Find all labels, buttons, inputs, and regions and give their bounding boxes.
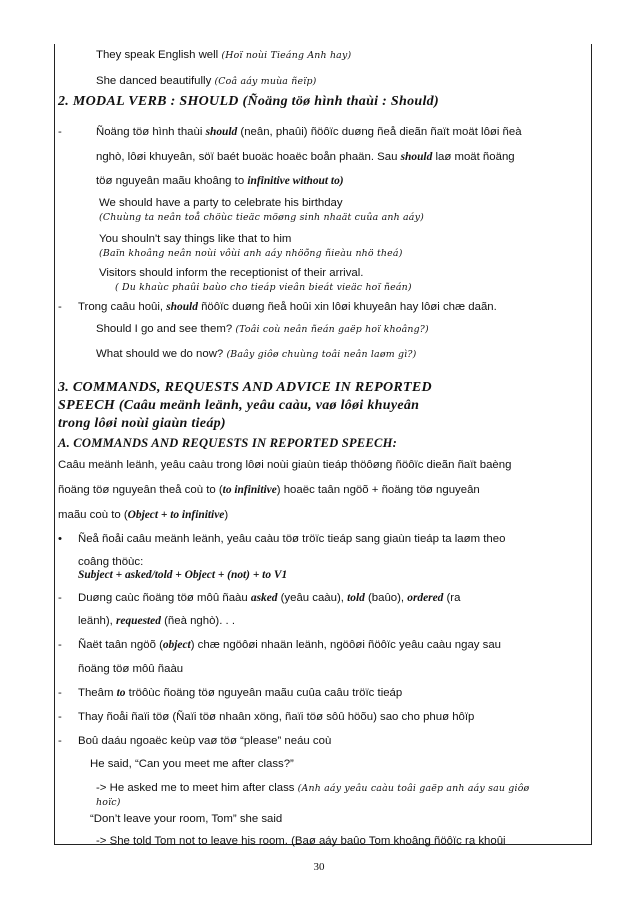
list-bullet: •	[58, 533, 62, 545]
example-line: She danced beautifully (Coâ aáy muùa ñeïp)	[96, 75, 317, 87]
list-dash: -	[58, 735, 62, 747]
section-heading-modal: 2. MODAL VERB : SHOULD (Ñoäng töø hình thaùi : Should)	[58, 94, 439, 109]
example-en: You shouln't say things like that to him	[99, 233, 292, 245]
example-vi: (Baïn khoâng neân noùi vôùi anh aáy nhöõng ñieàu nhö theá)	[99, 248, 403, 259]
paragraph-line: Duøng caùc ñoäng töø môû ñaàu asked (yeâu caàu), told (baûo), ordered (ra	[78, 592, 461, 604]
example-vi: hoïc)	[96, 797, 121, 808]
paragraph-line: Ñoäng töø hình thaùi should (neân, phaûi) ñöôïc duøng ñeå dieãn ñaït moät lôøi ñeà	[96, 126, 522, 138]
paragraph-line: Ñeå ñoåi caâu meänh leänh, yeâu caàu töø tröïc tieáp sang giaùn tieáp ta laøm theo	[78, 533, 506, 545]
paragraph-line: Trong caâu hoûi, should ñöôïc duøng ñeå hoûi xin lôøi khuyeân hay lôøi chæ daãn.	[78, 301, 497, 313]
paragraph-line: nghò, lôøi khuyeân, söï baét buoäc hoaëc boån phaän. Sau should laø moät ñoäng	[96, 151, 515, 163]
list-dash: -	[58, 592, 62, 604]
paragraph-line: ñoäng töø môû ñaàu	[78, 663, 184, 675]
paragraph-line: töø nguyeân maãu khoâng to infinitive without to)	[96, 175, 344, 187]
question-example: What should we do now? (Baây giôø chuùng toâi neân laøm gì?)	[96, 348, 417, 360]
example-vi: ( Du khaùc phaûi baùo cho tieáp vieân bieát vieäc hoï ñeán)	[115, 282, 412, 293]
subsection-heading: A. COMMANDS AND REQUESTS IN REPORTED SPEECH:	[58, 436, 397, 450]
example-vi: (Chuùng ta neân toå chöùc tieäc möøng sinh nhaät cuûa anh aáy)	[99, 212, 424, 223]
list-dash: -	[58, 126, 62, 138]
example-en: We should have a party to celebrate his birthday	[99, 197, 343, 209]
example-en: Visitors should inform the receptionist of their arrival.	[99, 267, 364, 279]
example-direct: “Don’t leave your room, Tom” she said	[90, 813, 283, 825]
page-number: 30	[313, 861, 325, 873]
example-direct: He said, “Can you meet me after class?”	[90, 758, 294, 770]
list-dash: -	[58, 687, 62, 699]
paragraph-line: Theâm to tröôùc ñoäng töø nguyeân maãu cuûa caâu tröïc tieáp	[78, 687, 403, 699]
example-reported: -> He asked me to meet him after class (Anh aáy yeâu caàu toâi gaëp anh aáy sau giôø	[96, 782, 530, 794]
paragraph-line: leänh), requested (ñeà nghò). . .	[78, 615, 236, 627]
paragraph-line: Ñaët taân ngöõ (object) chæ ngöôøi nhaän leänh, ngöôøi ñöôïc yeâu caàu ngay sau	[78, 639, 501, 651]
example-reported: -> She told Tom not to leave his room. (Baø aáy baûo Tom khoâng ñöôïc ra khoûi	[96, 835, 506, 847]
question-example: Should I go and see them? (Toâi coù neân ñeán gaëp hoï khoâng?)	[96, 323, 429, 335]
section-heading-commands: 3. COMMANDS, REQUESTS AND ADVICE IN REPORTED	[58, 380, 432, 395]
paragraph-line: maãu coù to (Object + to infinitive)	[58, 509, 229, 521]
list-dash: -	[58, 711, 62, 723]
formula: Subject + asked/told + Object + (not) + to V1	[78, 569, 288, 581]
section-heading-commands: SPEECH (Caâu meänh leänh, yeâu caàu, vaø lôøi khuyeân	[58, 398, 420, 413]
list-dash: -	[58, 301, 62, 313]
paragraph-line: Boû daáu ngoaëc keùp vaø töø “please” neáu coù	[78, 735, 332, 747]
paragraph-line: Thay ñoåi ñaïi töø (Ñaïi töø nhaân xöng, ñaïi töø sôû höõu) sao cho phuø hôïp	[78, 711, 475, 723]
list-dash: -	[58, 639, 62, 651]
paragraph-line: coâng thöùc:	[78, 556, 144, 568]
paragraph-line: Caâu meänh leänh, yeâu caàu trong lôøi noùi giaùn tieáp thöôøng ñöôïc dieãn ñaït baèng	[58, 459, 512, 471]
paragraph-line: ñoäng töø nguyeân theå coù to (to infinitive) hoaëc taân ngöõ + ñoäng töø nguyeân	[58, 484, 480, 496]
section-heading-commands: trong lôøi noùi giaùn tieáp)	[58, 416, 226, 431]
example-line: They speak English well (Hoï noùi Tieáng Anh hay)	[96, 49, 352, 61]
